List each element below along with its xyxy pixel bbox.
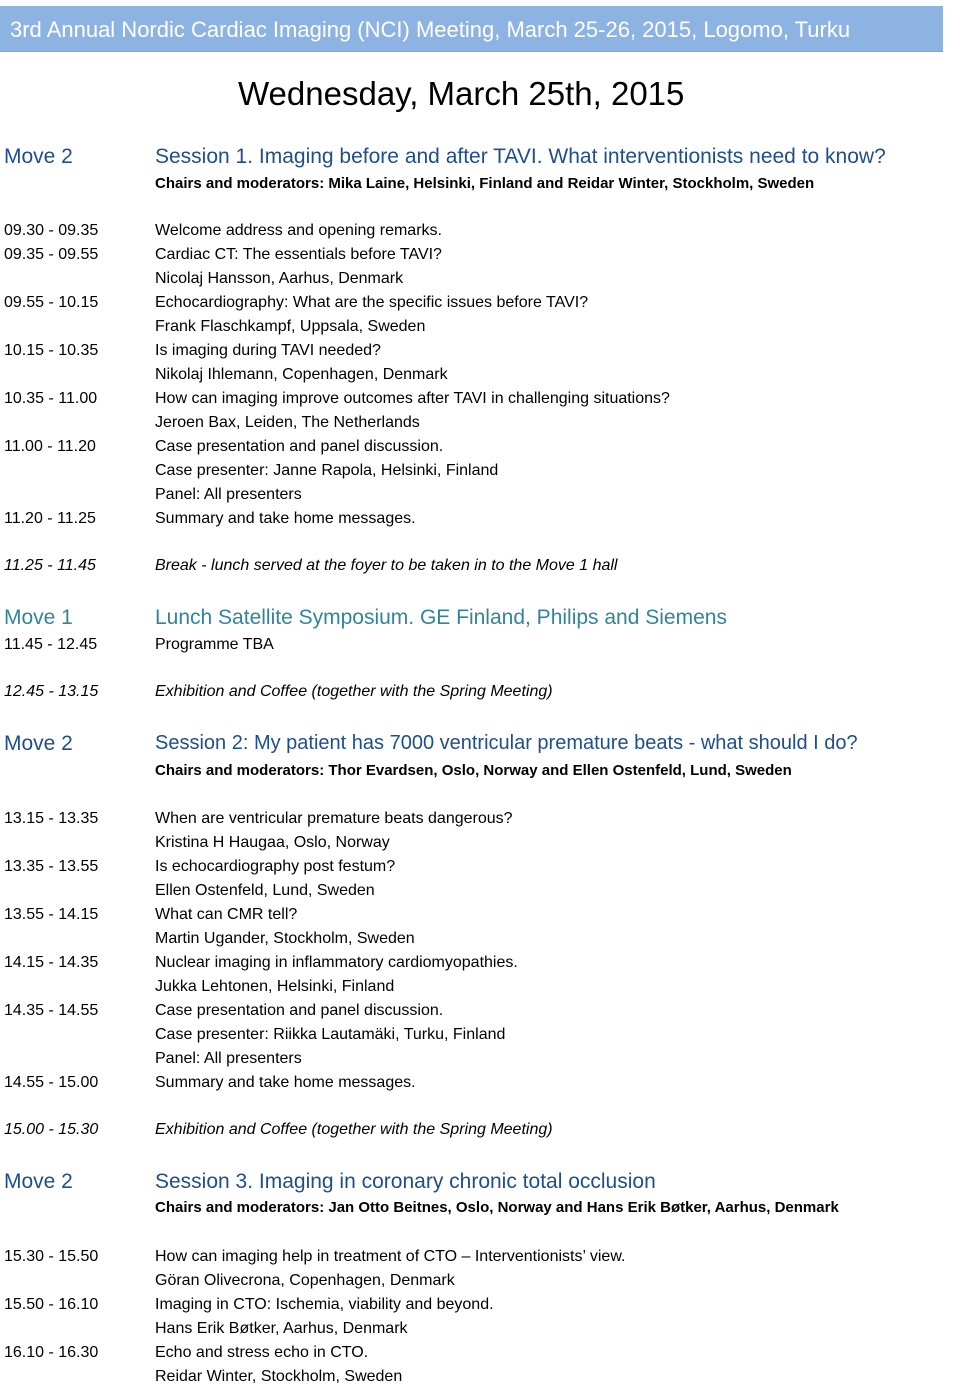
session1-item1-title: Welcome address and opening remarks. bbox=[155, 222, 442, 239]
session1-item7-title: Summary and take home messages. bbox=[155, 510, 416, 527]
session3-item2-title: Imaging in CTO: Ischemia, viability and beyond. bbox=[155, 1296, 494, 1313]
session2-item4-speaker: Jukka Lehtonen, Helsinki, Finland bbox=[155, 978, 395, 995]
session1-item2-title: Cardiac CT: The essentials before TAVI? bbox=[155, 246, 442, 263]
session3-title: Session 3. Imaging in coronary chronic total occlusion bbox=[155, 1170, 656, 1193]
session2-item6-title: Summary and take home messages. bbox=[155, 1074, 416, 1091]
session2-item2-time: 13.35 - 13.55 bbox=[4, 858, 99, 875]
session2-title: Session 2: My patient has 7000 ventricular premature beats - what should I do? bbox=[155, 732, 858, 754]
session1-item3-title: Echocardiography: What are the specific issues before TAVI? bbox=[155, 294, 589, 311]
session1-item7-time: 11.20 - 11.25 bbox=[4, 510, 96, 527]
session2-item5-title: Case presentation and panel discussion. bbox=[155, 1002, 444, 1019]
session3-item3-speaker: Reidar Winter, Stockholm, Sweden bbox=[155, 1368, 403, 1385]
session2-item5-speaker: Case presenter: Riikka Lautamäki, Turku, Finland bbox=[155, 1026, 506, 1043]
session1-item2-speaker: Nicolaj Hansson, Aarhus, Denmark bbox=[155, 270, 404, 287]
session2-item3-title: What can CMR tell? bbox=[155, 906, 298, 923]
session2-chairs: Chairs and moderators: Thor Evardsen, Oslo, Norway and Ellen Ostenfeld, Lund, Sweden bbox=[155, 762, 792, 779]
session2-item5-time: 14.35 - 14.55 bbox=[4, 1002, 99, 1019]
session3-item1-title: How can imaging help in treatment of CTO – Interventionists’ view. bbox=[155, 1248, 626, 1265]
session1-item6-speaker: Case presenter: Janne Rapola, Helsinki, Finland bbox=[155, 462, 499, 479]
session3-room: Move 2 bbox=[4, 1170, 73, 1193]
session2-room: Move 2 bbox=[4, 732, 73, 755]
session1-item5-time: 10.35 - 11.00 bbox=[4, 390, 98, 407]
session1-title: Session 1. Imaging before and after TAVI. What interventionists need to know? bbox=[155, 145, 886, 168]
break2-text: Exhibition and Coffee (together with the Spring Meeting) bbox=[155, 683, 553, 700]
session1-room: Move 2 bbox=[4, 145, 73, 168]
session1-item5-title: How can imaging improve outcomes after TAVI in challenging situations? bbox=[155, 390, 670, 407]
session1-chairs: Chairs and moderators: Mika Laine, Helsinki, Finland and Reidar Winter, Stockholm, Sweden bbox=[155, 175, 815, 192]
session3-item3-title: Echo and stress echo in CTO. bbox=[155, 1344, 369, 1361]
conference-banner bbox=[0, 6, 943, 52]
session2-item1-title: When are ventricular premature beats dangerous? bbox=[155, 810, 513, 827]
session2-item3-time: 13.55 - 14.15 bbox=[4, 906, 99, 923]
break2-time: 12.45 - 13.15 bbox=[4, 683, 99, 700]
session3-item3-time: 16.10 - 16.30 bbox=[4, 1344, 99, 1361]
session3-item2-speaker: Hans Erik Bøtker, Aarhus, Denmark bbox=[155, 1320, 408, 1337]
session2-item2-speaker: Ellen Ostenfeld, Lund, Sweden bbox=[155, 882, 375, 899]
session2-item6-time: 14.55 - 15.00 bbox=[4, 1074, 99, 1091]
session2-item4-title: Nuclear imaging in inflammatory cardiomyopathies. bbox=[155, 954, 518, 971]
session1-item1-time: 09.30 - 09.35 bbox=[4, 222, 99, 239]
session1-item4-time: 10.15 - 10.35 bbox=[4, 342, 99, 359]
session2-item5-panel: Panel: All presenters bbox=[155, 1050, 302, 1067]
session3-item1-speaker: Göran Olivecrona, Copenhagen, Denmark bbox=[155, 1272, 455, 1289]
conference-banner-title: 3rd Annual Nordic Cardiac Imaging (NCI) Meeting, March 25-26, 2015, Logomo, Turku bbox=[10, 17, 851, 42]
session2-item1-time: 13.15 - 13.35 bbox=[4, 810, 99, 827]
session2-item3-speaker: Martin Ugander, Stockholm, Sweden bbox=[155, 930, 415, 947]
satellite-title: Lunch Satellite Symposium. GE Finland, Philips and Siemens bbox=[155, 606, 727, 629]
session1-item6-title: Case presentation and panel discussion. bbox=[155, 438, 444, 455]
session1-item6-time: 11.00 - 11.20 bbox=[4, 438, 96, 455]
session1-item4-title: Is imaging during TAVI needed? bbox=[155, 342, 381, 359]
satellite-text: Programme TBA bbox=[155, 636, 274, 653]
break1-time: 11.25 - 11.45 bbox=[4, 557, 96, 574]
satellite-room: Move 1 bbox=[4, 606, 73, 629]
day-title: Wednesday, March 25th, 2015 bbox=[238, 75, 685, 112]
session2-item2-title: Is echocardiography post festum? bbox=[155, 858, 396, 875]
break1-text: Break - lunch served at the foyer to be taken in to the Move 1 hall bbox=[155, 557, 618, 574]
session3-item1-time: 15.30 - 15.50 bbox=[4, 1248, 99, 1265]
break3-text: Exhibition and Coffee (together with the Spring Meeting) bbox=[155, 1121, 553, 1138]
session3-chairs: Chairs and moderators: Jan Otto Beitnes, Oslo, Norway and Hans Erik Bøtker, Aarhus, Denmark bbox=[155, 1199, 839, 1216]
session2-item4-time: 14.15 - 14.35 bbox=[4, 954, 99, 971]
session3-item2-time: 15.50 - 16.10 bbox=[4, 1296, 99, 1313]
satellite-time: 11.45 - 12.45 bbox=[4, 636, 98, 653]
session1-item5-speaker: Jeroen Bax, Leiden, The Netherlands bbox=[155, 414, 420, 431]
session1-item6-panel: Panel: All presenters bbox=[155, 486, 302, 503]
session1-item3-time: 09.55 - 10.15 bbox=[4, 294, 99, 311]
session1-item2-time: 09.35 - 09.55 bbox=[4, 246, 99, 263]
session1-item3-speaker: Frank Flaschkampf, Uppsala, Sweden bbox=[155, 318, 426, 335]
session1-item4-speaker: Nikolaj Ihlemann, Copenhagen, Denmark bbox=[155, 366, 448, 383]
break3-time: 15.00 - 15.30 bbox=[4, 1121, 99, 1138]
session2-item1-speaker: Kristina H Haugaa, Oslo, Norway bbox=[155, 834, 390, 851]
